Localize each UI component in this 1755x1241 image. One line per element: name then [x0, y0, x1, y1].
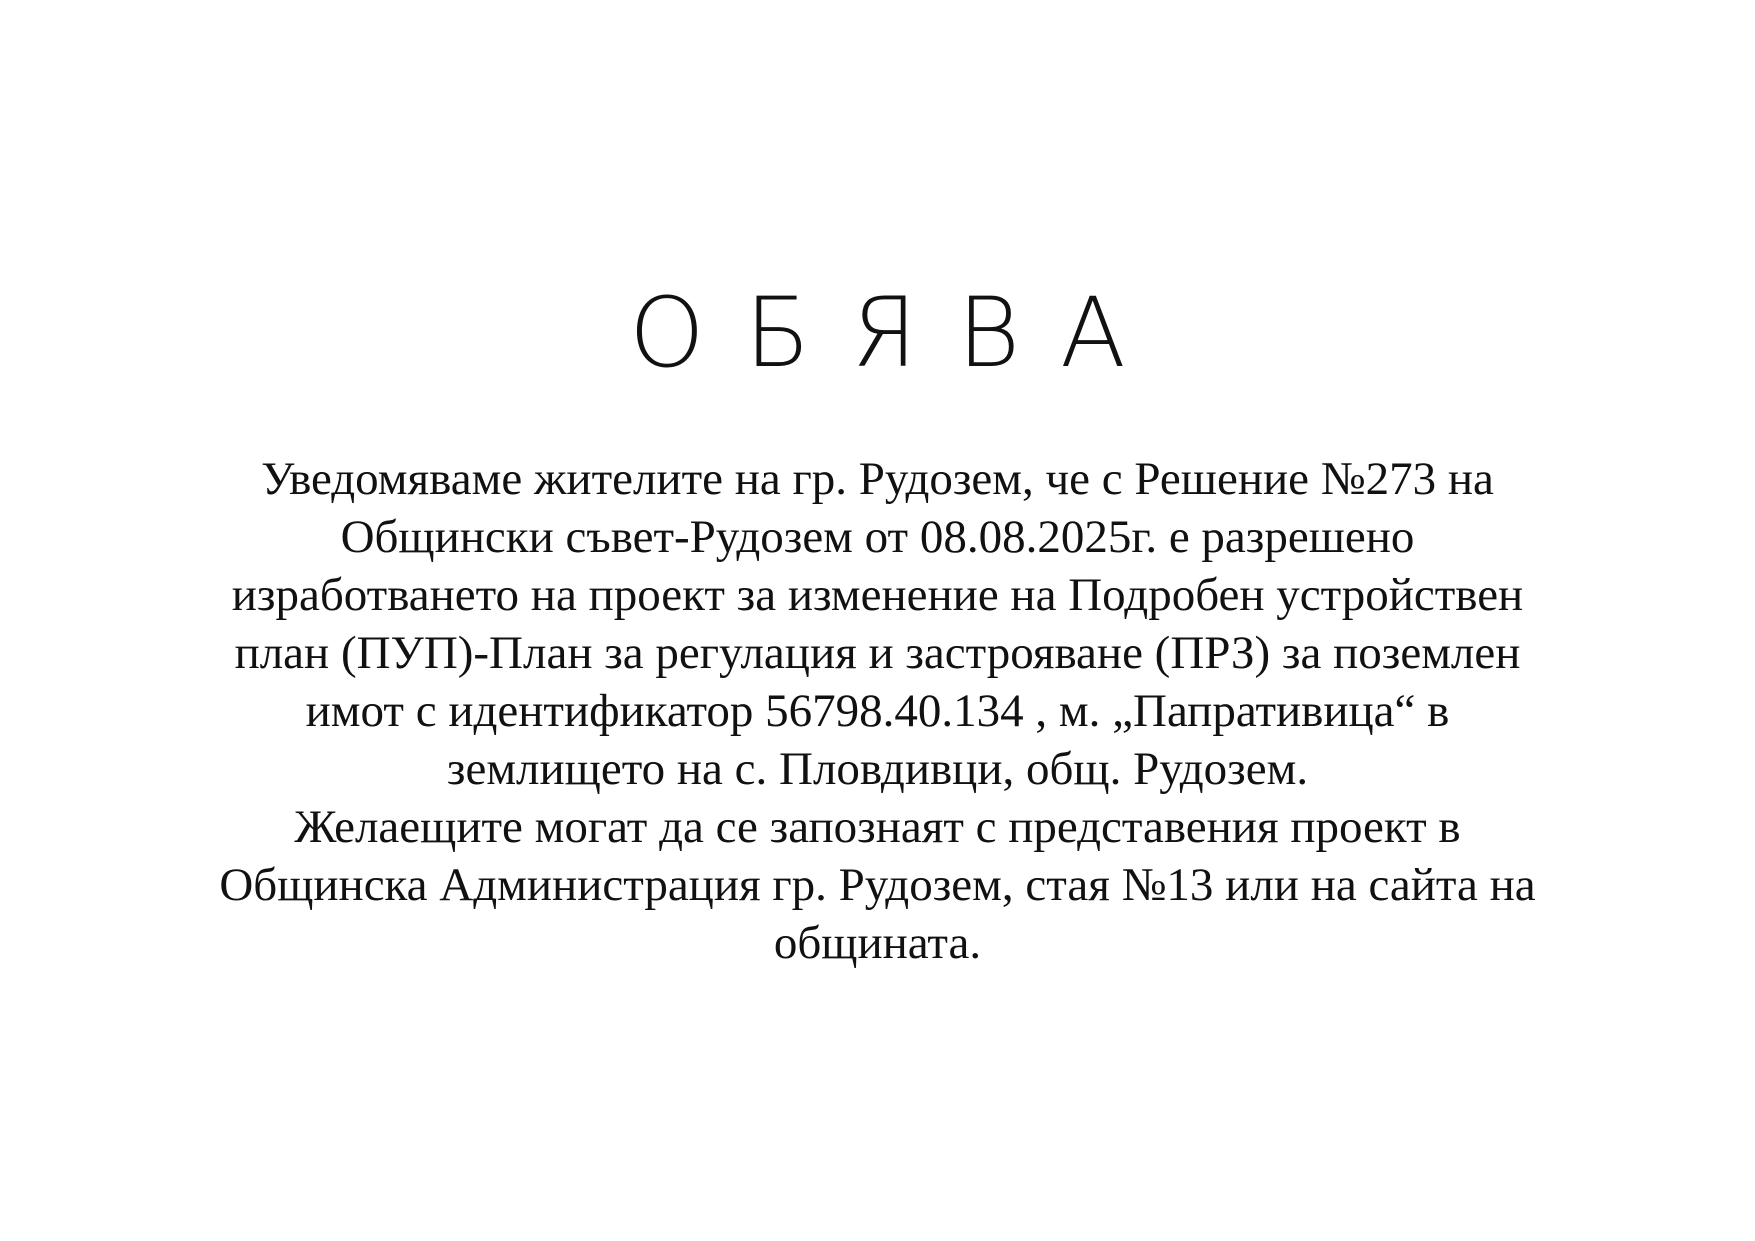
notice-title: ОБЯВА [629, 277, 1166, 389]
body-line: имот с идентификатор 56798.40.134 , м. „Папративица“ в [305, 685, 1450, 737]
body-line: Уведомяваме жителите на гр. Рудозем, че с Решение №273 на [261, 453, 1494, 505]
notice-body [150, 450, 1605, 972]
body-line: изработването на проект за изменение на Подробен устройствен [231, 569, 1524, 621]
body-line: план (ПУП)-План за регулация и застрояване (ПРЗ) за поземлен [234, 627, 1521, 679]
body-line: землището на с. Пловдивци, общ. Рудозем. [446, 743, 1309, 795]
body-line: Общински съвет-Рудозем от 08.08.2025г. е разрешено [340, 511, 1415, 563]
body-line: общината. [773, 917, 982, 969]
body-line: Общинска Администрация гр. Рудозем, стая №13 или на сайта на [219, 859, 1536, 911]
body-line: Желаещите могат да се запознаят с представения проект в [294, 801, 1461, 853]
